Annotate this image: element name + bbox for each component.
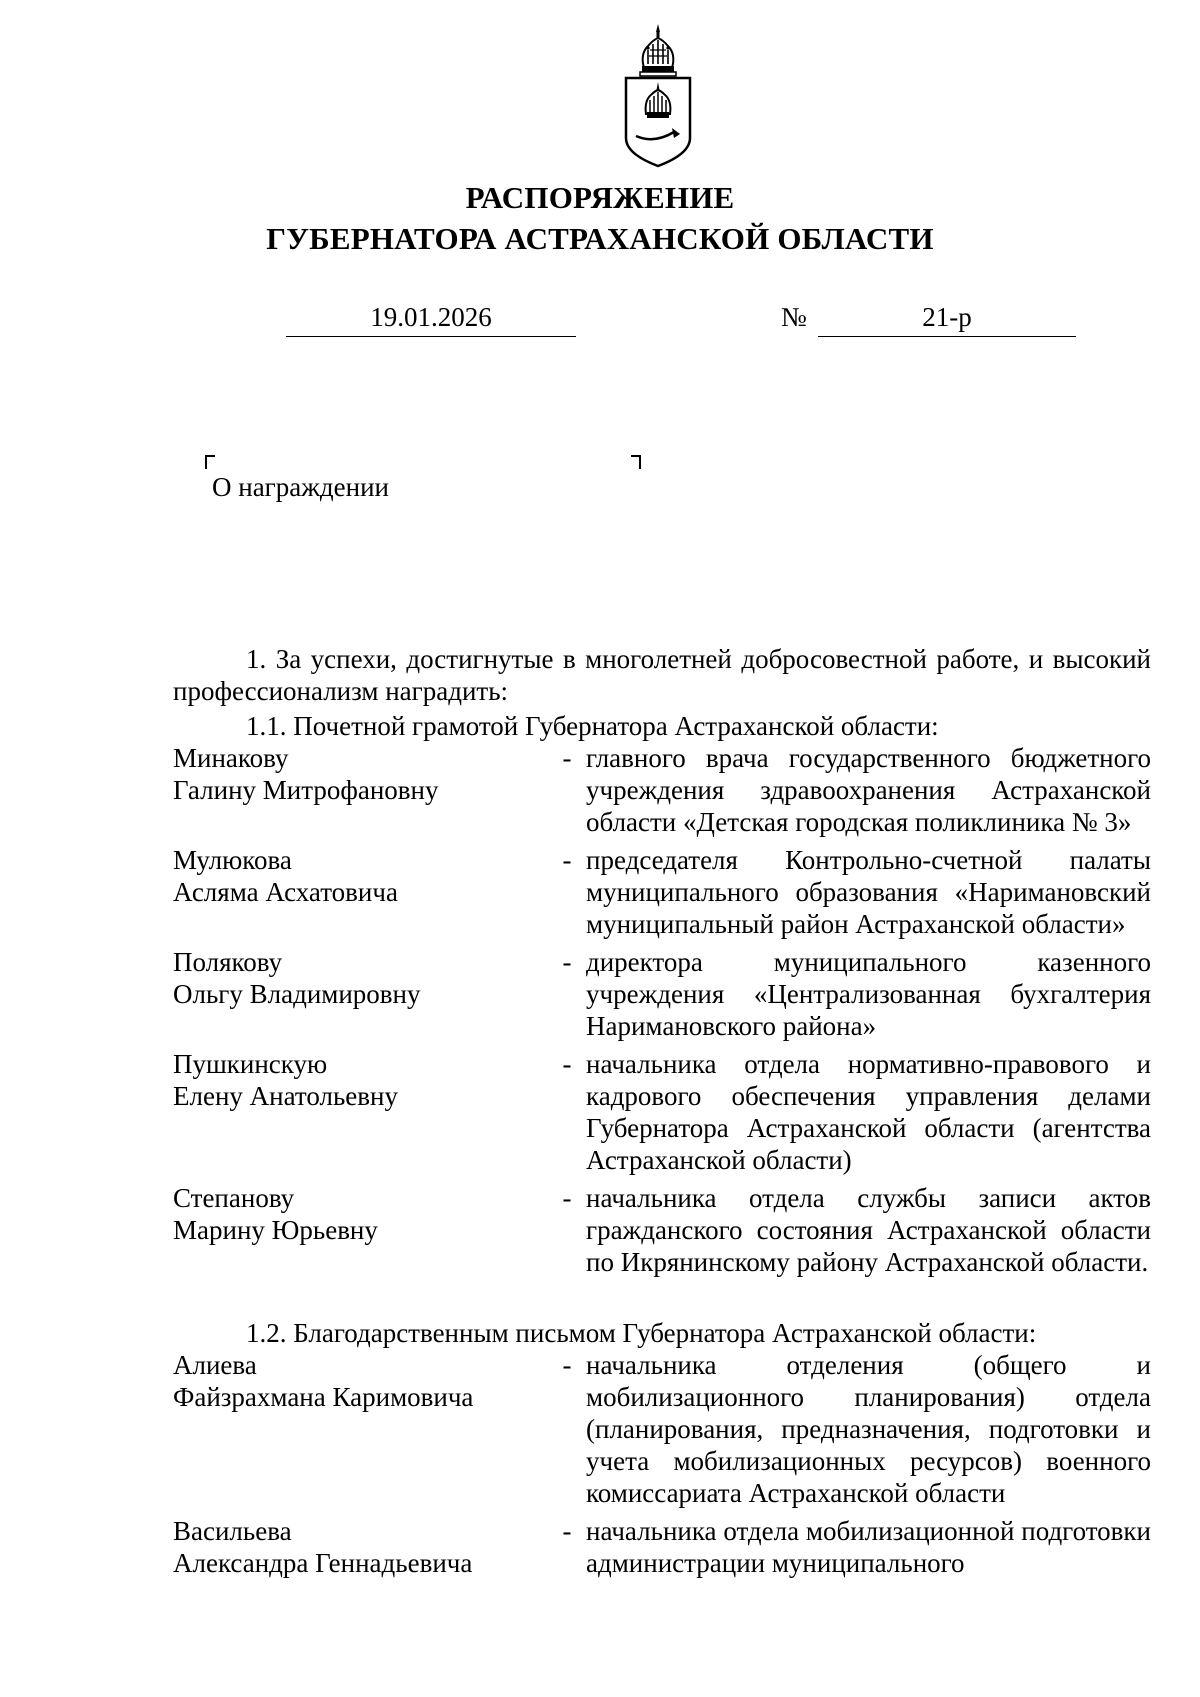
document-number: 21-р (818, 300, 1076, 337)
entry-dash: - (562, 1049, 572, 1079)
awardee-position: председателя Контрольно-счетной палаты муниципального образования «Наримановский муниципальный район Астраханской области» (586, 845, 1151, 939)
awardee-given-names: Галину Митрофановну (173, 775, 439, 805)
awardee-name (173, 742, 548, 838)
entry-dash: - (562, 1183, 572, 1213)
document-issuer: ГУБЕРНАТОРА АСТРАХАНСКОЙ ОБЛАСТИ (266, 221, 934, 256)
awardee-given-names: Марину Юрьевну (173, 1215, 378, 1245)
award-list-certificate (173, 742, 1151, 1284)
document-date: 19.01.2026 (286, 300, 576, 337)
subject-corner-left (205, 455, 215, 469)
award-entry (173, 844, 1151, 940)
awardee-given-names: Файзрахмана Каримовича (173, 1382, 474, 1412)
awardee-surname: Степанову (173, 1183, 295, 1213)
awardee-given-names: Ольгу Владимировну (173, 979, 421, 1009)
award-entry (173, 1048, 1151, 1176)
awardee-position: начальника отдела службы записи актов гражданского состояния Астраханской области по Икрянинскому району Астраханской области. (586, 1183, 1151, 1277)
entry-dash: - (562, 845, 572, 875)
award-entry (173, 1515, 1151, 1579)
awardee-name (173, 1048, 548, 1176)
awardee-position: директора муниципального казенного учреждения «Централизованная бухгалтерия Наримановского района» (586, 947, 1151, 1041)
award-entry (173, 1349, 1151, 1509)
subject-corner-right (631, 455, 641, 469)
awardee-surname: Мулюкова (173, 845, 292, 875)
award-paragraph: 1. За успехи, достигнутые в многолетней добросовестной работе, и высокий профессионализм наградить: (173, 644, 1151, 706)
entry-dash: - (562, 1350, 572, 1380)
section-title-letter: 1.2. Благодарственным письмом Губернатора Астраханской области: (246, 1318, 1037, 1348)
document-title: РАСПОРЯЖЕНИЕ (465, 180, 735, 215)
awardee-position: начальника отдела нормативно-правового и кадрового обеспечения управления делами Губернатора Астраханской области (агентства Астраханской области) (586, 1049, 1151, 1175)
awardee-surname: Пушкинскую (173, 1049, 328, 1079)
awardee-position: начальника отдела мобилизационной подготовки администрации муниципального (586, 1516, 1151, 1578)
awardee-name (173, 1515, 548, 1579)
awardee-given-names: Елену Анатольевну (173, 1081, 398, 1111)
awardee-name (173, 1182, 548, 1278)
awardee-given-names: Александра Геннадьевича (173, 1548, 473, 1578)
entry-dash: - (562, 1516, 572, 1546)
awardee-name (173, 1349, 548, 1509)
document-subject: О награждении (212, 472, 389, 502)
section-title-certificate: 1.1. Почетной грамотой Губернатора Астраханской области: (246, 711, 939, 741)
awardee-position: главного врача государственного бюджетного учреждения здравоохранения Астраханской области «Детская городская поликлиника № 3» (586, 743, 1151, 837)
award-entry (173, 742, 1151, 838)
awardee-surname: Васильева (173, 1516, 292, 1546)
awardee-name (173, 946, 548, 1042)
awardee-position: начальника отделения (общего и мобилизационного планирования) отдела (планирования, предназначения, подготовки и учета мобилизационных ресурсов) военного комиссариата Астраханской области (586, 1350, 1151, 1508)
awardee-surname: Полякову (173, 947, 283, 977)
award-list-letter (173, 1349, 1151, 1585)
awardee-name (173, 844, 548, 940)
entry-dash: - (562, 743, 572, 773)
number-sign: № (781, 302, 807, 332)
entry-dash: - (562, 947, 572, 977)
award-entry (173, 946, 1151, 1042)
awardee-surname: Минакову (173, 743, 289, 773)
awardee-surname: Алиева (173, 1350, 257, 1380)
award-entry (173, 1182, 1151, 1278)
astrakhan-coat-of-arms-icon (618, 20, 698, 170)
awardee-given-names: Асляма Асхатовича (173, 877, 398, 907)
